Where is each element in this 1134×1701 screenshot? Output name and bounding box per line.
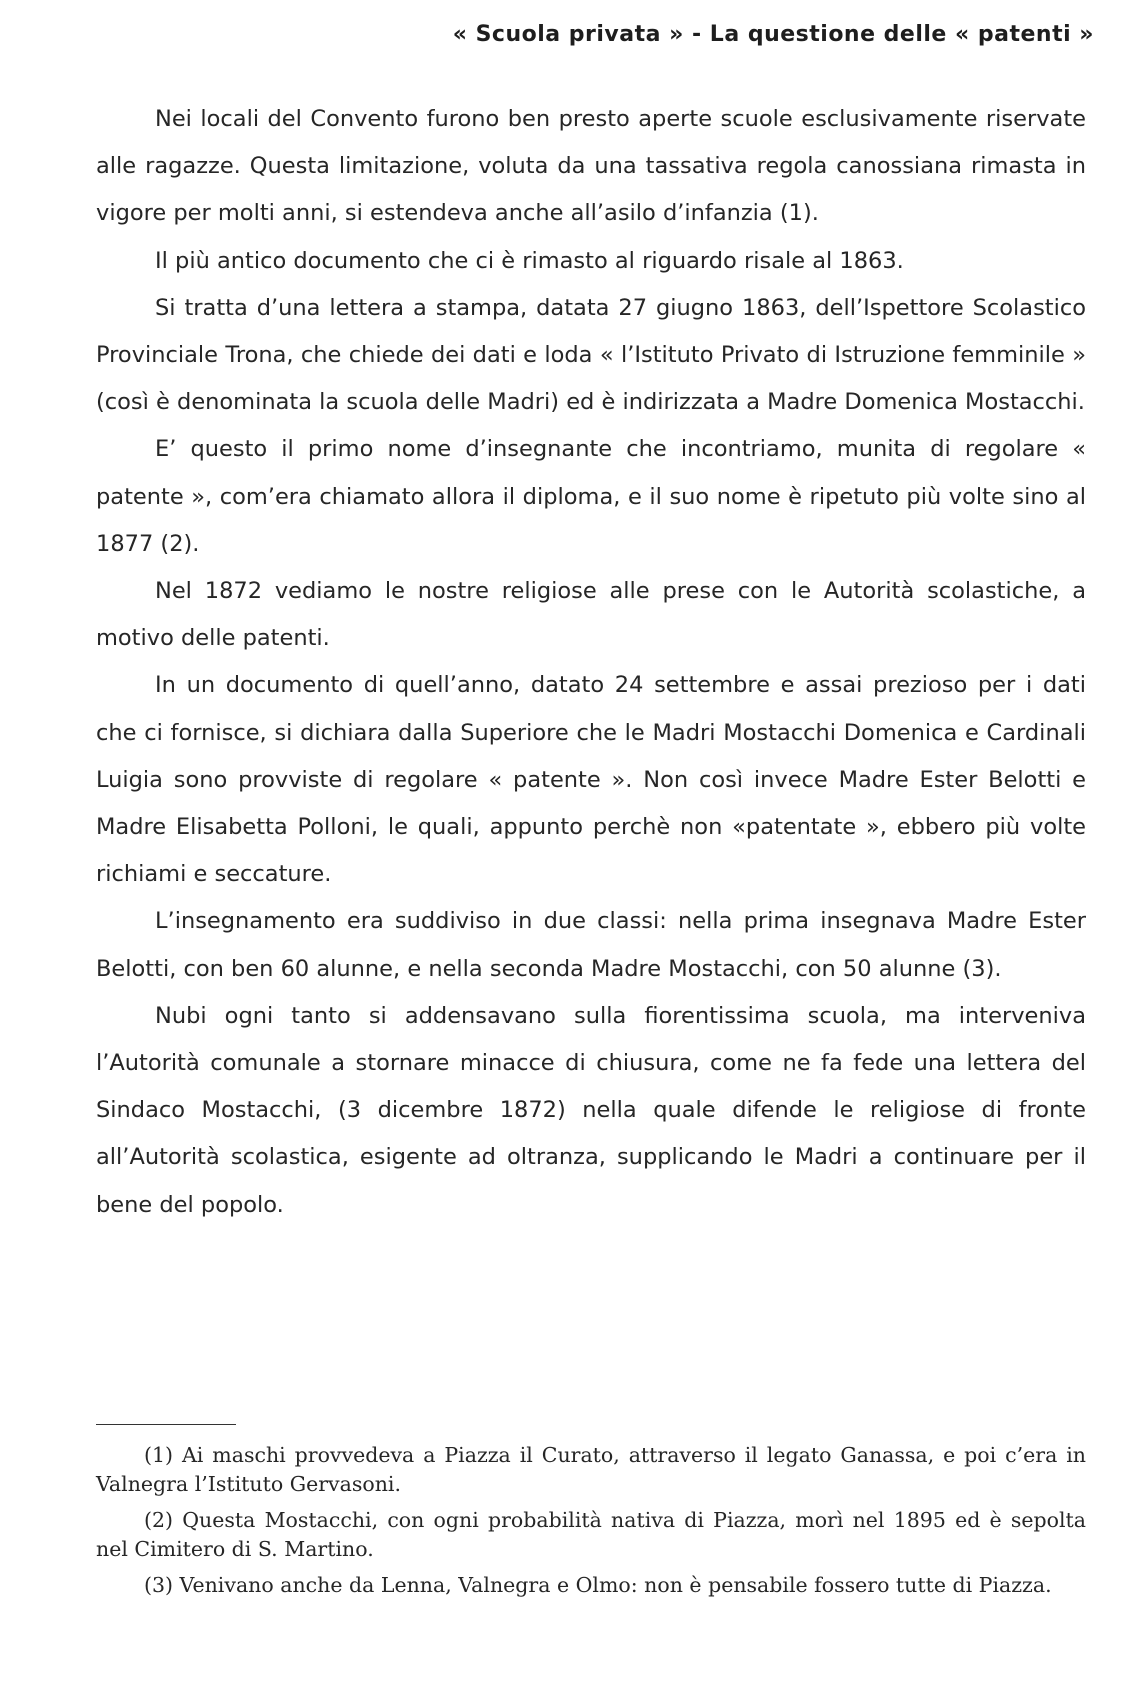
footnote-3: (3) Venivano anche da Lenna, Valnegra e Olmo: non è pensabile fossero tutte di Piazza. [144,1573,1052,1597]
paragraph-5: Nel 1872 vediamo le nostre religiose alle prese con le Autorità scolastiche, a motivo delle patenti. [96,578,1086,652]
paragraph-7: L’insegnamento era suddiviso in due classi: nella prima insegnava Madre Ester Belotti, con ben 60 alunne, e nella seconda Madre Mostacchi, con 50 alunne (3). [96,908,1086,982]
body-text [96,96,1086,1229]
paragraph-1: Nei locali del Convento furono ben presto aperte scuole esclusivamente riservate alle ragazze. Questa limitazione, voluta da una tassativa regola canossiana rimasta in vigore per molti anni, si estendeva anche all’asilo d’infanzia (1). [96,106,1086,227]
footnotes [96,1441,1086,1608]
footnote-divider [96,1424,236,1425]
footnote-1: (1) Ai maschi provvedeva a Piazza il Curato, attraverso il legato Ganassa, e poi c’era in Valnegra l’Istituto Gervasoni. [96,1443,1086,1496]
footnote-2: (2) Questa Mostacchi, con ogni probabilità nativa di Piazza, morì nel 1895 ed è sepolta nel Cimitero di S. Martino. [96,1508,1086,1561]
paragraph-8: Nubi ogni tanto si addensavano sulla fiorentissima scuola, ma interveniva l’Autorità comunale a stornare minacce di chiusura, come ne fa fede una lettera del Sindaco Mostacchi, (3 dicembre 1872) nella quale difende le religiose di fronte all’Autorità scolastica, esigente ad oltranza, supplicando le Madri a continuare per il bene del popolo. [96,1002,1086,1218]
paragraph-3: Si tratta d’una lettera a stampa, datata 27 giugno 1863, dell’Ispettore Scolastico Provinciale Trona, che chiede dei dati e loda « l’Istituto Privato di Istruzione femminile » (così è denominata la scuola delle Madri) ed è indirizzata a Madre Domenica Mostacchi. [96,294,1086,416]
paragraph-4: E’ questo il primo nome d’insegnante che incontriamo, munita di regolare « patente », com’era chiamato allora il diploma, e il suo nome è ripetuto più volte sino al 1877 (2). [96,436,1086,557]
paragraph-6: In un documento di quell’anno, datato 24 settembre e assai prezioso per i dati che ci fornisce, si dichiara dalla Superiore che le Madri Mostacchi Domenica e Cardinali Luigia sono provviste di regolare « patente ». Non così invece Madre Ester Belotti e Madre Elisabetta Polloni, le quali, appunto perchè non «patentate », ebbero più volte richiami e seccature. [96,672,1086,888]
paragraph-2: Il più antico documento che ci è rimasto al riguardo risale al 1863. [155,247,904,274]
running-header: « Scuola privata » - La questione delle « patenti » [452,22,1094,47]
